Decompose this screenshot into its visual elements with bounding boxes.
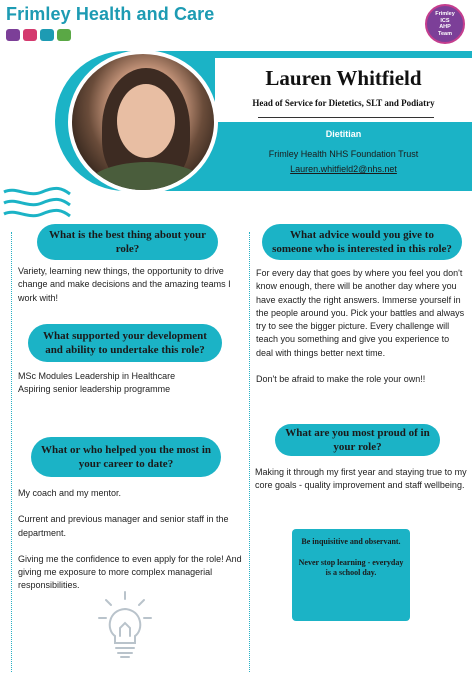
q2-heading: What supported your development and ability to undertake this role?	[28, 324, 222, 362]
tip-line-1: Be inquisitive and observant.	[301, 537, 401, 546]
q4-paragraph-1: For every day that goes by where you feel you don't know enough, there will be another day where you have exactly the right answers. Immerse yourself in the people around you. Pick your battles and always try to see the bigger picture. Every challenge will teach you something and give you experience to deal with things better next time.	[256, 268, 465, 358]
photo-face	[117, 84, 175, 158]
profile-name: Lauren Whitfield	[265, 66, 422, 90]
badge-line-1: Frimley	[435, 11, 455, 17]
brand-icons	[6, 29, 214, 41]
badge-line-4: Team	[438, 30, 452, 37]
q2-answer	[18, 370, 244, 397]
lightbulb-icon	[96, 590, 154, 662]
q4-paragraph-2: Don't be afraid to make the role your own!!	[256, 374, 426, 385]
photo-shirt	[82, 162, 212, 194]
brand-icon-3	[40, 29, 54, 41]
q5-answer: Making it through my first year and staying true to my core goals - quality improvement and staff wellbeing.	[255, 467, 467, 491]
advice-tip-box	[292, 529, 410, 621]
q3-paragraph-2: Current and previous manager and senior staff in the department.	[18, 514, 229, 538]
profile-photo	[68, 50, 218, 194]
brand-icon-2	[23, 29, 37, 41]
q3-answer	[18, 487, 244, 593]
header-divider	[258, 117, 434, 118]
q1-answer: Variety, learning new things, the opportunity to drive change and make decisions and the amazing teams I work with!	[18, 266, 231, 303]
profile-profession: Dietitian	[325, 129, 362, 139]
profile-email-link[interactable]: Lauren.whitfield2@nhs.net	[290, 164, 397, 174]
profile-trust: Frimley Health NHS Foundation Trust	[268, 149, 419, 159]
q3-paragraph-3: Giving me the confidence to even apply for the role! And giving me exposure to more complex managerial responsibilities.	[18, 553, 242, 591]
q3-paragraph-1: My coach and my mentor.	[18, 488, 122, 498]
brand-header	[6, 4, 214, 41]
ics-ahp-badge	[425, 4, 465, 44]
tip-line-2: Never stop learning - everyday is a school day.	[298, 557, 404, 577]
center-dotted-line	[249, 232, 250, 672]
q3-heading: What or who helped you the most in your career to date?	[31, 437, 221, 477]
q2-answer-line-2: Aspiring senior leadership programme	[18, 384, 171, 395]
profile-title: Head of Service for Dietetics, SLT and Podiatry	[252, 98, 435, 108]
left-dotted-line	[11, 232, 12, 672]
brand-icon-4	[57, 29, 71, 41]
q5-heading: What are you most proud of in your role?	[275, 424, 440, 456]
q4-heading: What advice would you give to someone who is interested in this role?	[262, 224, 462, 260]
q1-heading: What is the best thing about your role?	[37, 224, 218, 260]
brand-icon-1	[6, 29, 20, 41]
badge-line-3: AHP	[439, 24, 451, 30]
brand-title: Frimley Health and Care	[6, 4, 215, 24]
badge-line-2: ICS	[440, 17, 450, 24]
wave-decoration-icon	[2, 186, 72, 222]
q4-answer	[256, 267, 468, 386]
q2-answer-line-1: MSc Modules Leadership in Healthcare	[18, 371, 176, 381]
